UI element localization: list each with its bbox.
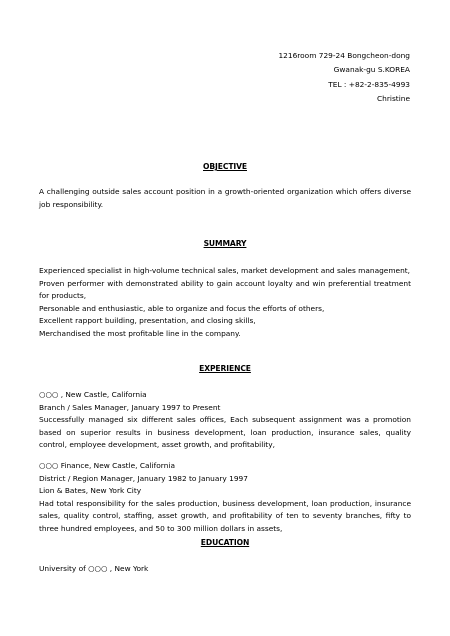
address-line-1: 1216room 729-24 Bongcheon-dong: [278, 51, 410, 60]
objective-text: A challenging outside sales account position in a growth-oriented organization which offers diverse job responsibility.: [39, 187, 411, 209]
summary-item: Merchandised the most profitable line in the company.: [39, 328, 241, 338]
experience-company: ○○○ Finance, New Castle, California: [39, 460, 175, 470]
experience-description: Successfully managed six different sales offices, Each subsequent assignment was a promotion based on superior results in business development, loan production, insurance sales, quality control, employee development, asset growth, and profitability,: [39, 415, 411, 450]
objective-heading: OBJECTIVE: [203, 162, 247, 171]
experience-description: Had total responsibility for the sales production, business development, loan production, insurance sales, quality control, staffing, asset growth, and profitability of ten to seventy branches, fifty to three hundred employees, and 50 to 300 million dollars in assets,: [39, 498, 411, 533]
summary-section: [39, 265, 411, 341]
summary-item: Personable and enthusiastic, able to organize and focus the efforts of others,: [39, 303, 325, 313]
education-section: [39, 563, 411, 576]
education-text: University of ○○○ , New York: [39, 564, 149, 573]
education-heading: EDUCATION: [200, 538, 250, 547]
contact-header: [278, 49, 410, 106]
experience-company: ○○○ , New Castle, California: [39, 390, 147, 399]
experience-role: District / Region Manager, January 1982 to January 1997: [39, 473, 248, 483]
experience-heading: EXPERIENCE: [199, 364, 251, 373]
applicant-name: Christine: [377, 93, 410, 103]
objective-section: [39, 186, 411, 211]
summary-item: Proven performer with demonstrated ability to gain account loyalty and win preferential treatment for products,: [39, 278, 411, 301]
telephone: TEL : +82-2-835-4993: [328, 79, 410, 89]
experience-extra: Lion & Bates, New York City: [39, 486, 142, 496]
experience-role: Branch / Sales Manager, January 1997 to Present: [39, 402, 221, 412]
experience-entry: [39, 460, 411, 536]
summary-item: Excellent rapport building, presentation, and closing skills,: [39, 316, 256, 326]
summary-heading: SUMMARY: [203, 239, 247, 248]
summary-item: Experienced specialist in high-volume technical sales, market development and sales management,: [39, 266, 411, 275]
experience-entry: [39, 389, 411, 452]
address-line-2: Gwanak-gu S.KOREA: [333, 65, 410, 75]
experience-section: [39, 389, 411, 536]
